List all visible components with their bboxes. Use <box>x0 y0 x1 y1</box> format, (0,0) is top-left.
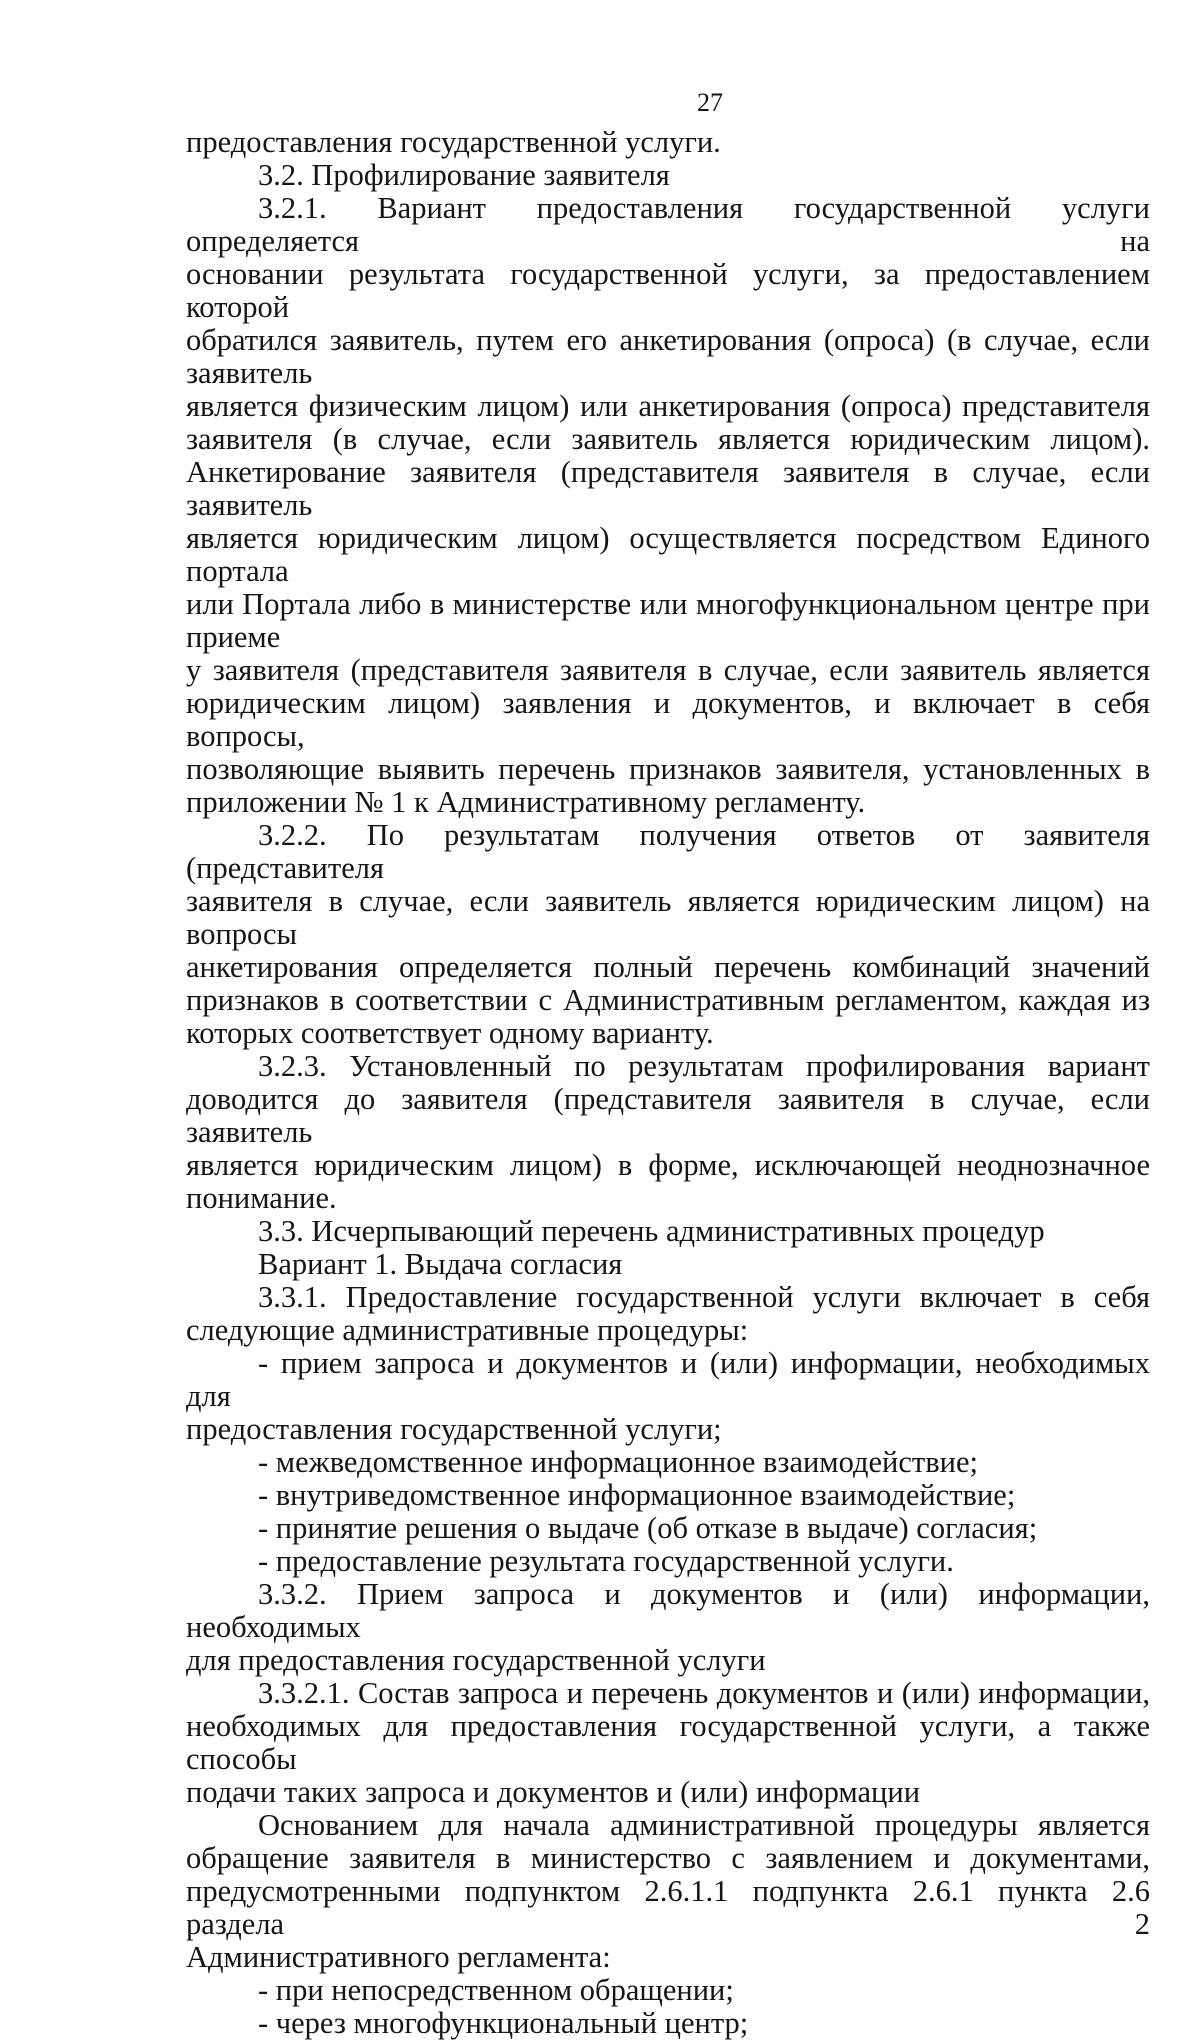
text-line: приложении № 1 к Административному регламенту. <box>186 785 866 819</box>
text-line: - принятие решения о выдаче (об отказе в выдаче) согласия; <box>258 1511 1038 1545</box>
page-number: 27 <box>697 88 723 117</box>
text-line: или Портала либо в министерстве или многофункциональном центре при приеме <box>186 587 1150 654</box>
text-line: позволяющие выявить перечень признаков заявителя, установленных в <box>186 752 1150 786</box>
text-line: является юридическим лицом) осуществляется посредством Единого портала <box>186 521 1150 588</box>
text-line: 3.2. Профилирование заявителя <box>258 158 670 192</box>
text-line: заявителя в случае, если заявитель является юридическим лицом) на вопросы <box>186 884 1150 951</box>
text-line: понимание. <box>186 1181 337 1215</box>
text-line: следующие административные процедуры: <box>186 1313 749 1347</box>
text-line: является юридическим лицом) в форме, исключающей неоднозначное <box>186 1148 1150 1182</box>
text-line: заявителя (в случае, если заявитель является юридическим лицом). <box>186 422 1150 456</box>
text-line: Административного регламента: <box>186 1940 611 1974</box>
text-line: 3.3. Исчерпывающий перечень административных процедур <box>258 1214 1045 1248</box>
text-line: 3.3.2.1. Состав запроса и перечень документов и (или) информации, <box>258 1676 1150 1710</box>
text-line: которых соответствует одному варианту. <box>186 1016 714 1050</box>
text-line: 3.2.2. По результатам получения ответов от заявителя (представителя <box>186 818 1150 885</box>
text-line: признаков в соответствии с Административным регламентом, каждая из <box>186 983 1150 1017</box>
text-line: 3.2.1. Вариант предоставления государственной услуги определяется на <box>186 191 1150 258</box>
text-line: для предоставления государственной услуги <box>186 1643 766 1677</box>
text-line: доводится до заявителя (представителя заявителя в случае, если заявитель <box>186 1082 1150 1149</box>
text-line: 3.3.2. Прием запроса и документов и (или) информации, необходимых <box>186 1577 1150 1644</box>
text-line: Вариант 1. Выдача согласия <box>258 1247 623 1281</box>
text-line: предоставления государственной услуги; <box>186 1412 722 1446</box>
body-text <box>186 126 1150 2040</box>
text-line: юридическим лицом) заявления и документов, и включает в себя вопросы, <box>186 686 1150 753</box>
text-line: - при непосредственном обращении; <box>258 1973 734 2007</box>
text-line: Анкетирование заявителя (представителя заявителя в случае, если заявитель <box>186 455 1150 522</box>
text-line: - межведомственное информационное взаимодействие; <box>258 1445 978 1479</box>
text-line: предоставления государственной услуги. <box>186 125 721 159</box>
text-line: необходимых для предоставления государственной услуги, а также способы <box>186 1709 1150 1776</box>
text-line: у заявителя (представителя заявителя в случае, если заявитель является <box>186 653 1150 687</box>
text-line: анкетирования определяется полный перечень комбинаций значений <box>186 950 1150 984</box>
text-line: обращение заявителя в министерство с заявлением и документами, <box>186 1841 1150 1875</box>
text-line: - через многофункциональный центр; <box>258 2006 749 2040</box>
text-line: предусмотренными подпунктом 2.6.1.1 подпункта 2.6.1 пункта 2.6 раздела 2 <box>186 1874 1150 1941</box>
text-line: обратился заявитель, путем его анкетирования (опроса) (в случае, если заявитель <box>186 323 1150 390</box>
text-line: - предоставление результата государственной услуги. <box>258 1544 954 1578</box>
text-line: 3.2.3. Установленный по результатам профилирования вариант <box>258 1049 1150 1083</box>
text-line: основании результата государственной услуги, за предоставлением которой <box>186 257 1150 324</box>
text-line: - прием запроса и документов и (или) информации, необходимых для <box>186 1346 1150 1413</box>
text-line: подачи таких запроса и документов и (или) информации <box>186 1775 921 1809</box>
text-line: является физическим лицом) или анкетирования (опроса) представителя <box>186 389 1150 423</box>
text-line: Основанием для начала административной процедуры является <box>258 1808 1150 1842</box>
text-line: 3.3.1. Предоставление государственной услуги включает в себя <box>258 1280 1150 1314</box>
text-line: - внутриведомственное информационное взаимодействие; <box>258 1478 1016 1512</box>
